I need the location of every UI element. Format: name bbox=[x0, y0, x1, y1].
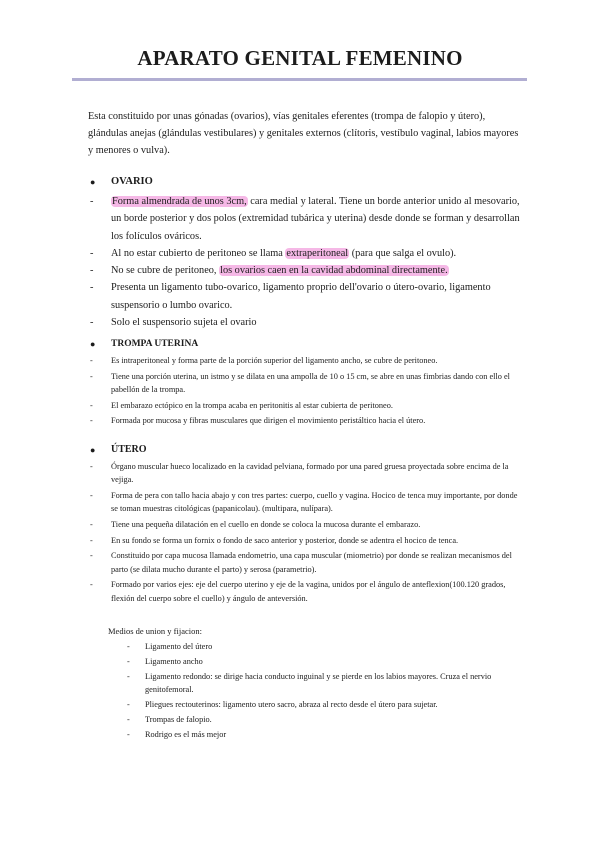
bullet-icon: ● bbox=[90, 176, 96, 187]
bullet-icon: ● bbox=[90, 444, 96, 455]
list-item bbox=[127, 641, 527, 654]
utero-list bbox=[90, 460, 520, 607]
dash-marker: - bbox=[90, 247, 94, 259]
list-item-text: Solo el suspensorio sujeta el ovario bbox=[111, 317, 257, 329]
list-item-text: Pliegues rectouterinos: ligamento utero sacro, abraza al recto desde el útero para sujetar. bbox=[145, 700, 438, 710]
list-item-text: cara medial y lateral. Tiene un borde anterior unido al mesovario, un borde posterior y dos polos (extremidad tubárica y uterina) desde donde se forman y desarrollan los folículos ováricos. bbox=[111, 196, 520, 242]
dash-marker: - bbox=[90, 490, 93, 500]
dash-marker: - bbox=[90, 196, 94, 207]
dash-marker: - bbox=[90, 356, 93, 365]
list-item bbox=[90, 245, 520, 262]
list-item bbox=[127, 656, 527, 669]
list-item bbox=[127, 729, 527, 742]
dash-marker: - bbox=[90, 371, 93, 381]
section-ovario-heading bbox=[90, 176, 153, 187]
highlighted-text: los ovarios caen en la cavidad abdominal directamente. bbox=[220, 265, 448, 277]
section-ovario-title: OVARIO bbox=[111, 176, 153, 187]
list-item-text: Formada por mucosa y fibras musculares que dirigen el movimiento peristáltico hacia el útero. bbox=[111, 416, 426, 426]
dash-marker: - bbox=[127, 657, 130, 667]
list-item bbox=[90, 354, 520, 367]
list-item-text: Tiene una pequeña dilatación en el cuello en donde se coloca la mucosa durante el embarazo. bbox=[111, 519, 421, 529]
medios-list bbox=[127, 641, 527, 744]
dash-marker: - bbox=[127, 642, 130, 651]
list-item bbox=[127, 699, 527, 712]
list-item bbox=[127, 714, 527, 727]
dash-marker: - bbox=[90, 416, 93, 426]
list-item-text: El embarazo ectópico en la trompa acaba en peritonitis al estar cubierta de peritoneo. bbox=[111, 400, 393, 410]
section-trompa-heading bbox=[90, 339, 198, 349]
dash-marker: - bbox=[90, 400, 93, 410]
list-item bbox=[90, 370, 520, 397]
list-item-text: Constituido por capa mucosa llamada endometrio, una capa muscular (miometrio) por donde se realizan mecanismos del parto (se dilata mucho durante el parto) y serosa (parametrio). bbox=[111, 551, 512, 574]
dash-marker: - bbox=[90, 519, 93, 529]
section-utero-heading bbox=[90, 444, 147, 455]
list-item-text: Tiene una porción uterina, un istmo y se dilata en una ampolla de 10 o 15 cm, se abre en unas fimbrias dando con ello el pabellón de la trompa. bbox=[111, 371, 510, 394]
list-item-text: Ligamento ancho bbox=[145, 657, 203, 667]
section-utero-title: ÚTERO bbox=[111, 444, 147, 455]
dash-marker: - bbox=[90, 580, 93, 590]
dash-marker: - bbox=[127, 730, 130, 740]
list-item bbox=[90, 399, 520, 412]
list-item-text: (para que salga el ovulo). bbox=[349, 247, 457, 259]
bullet-icon: ● bbox=[90, 339, 96, 349]
list-item-text: Es intraperitoneal y forma parte de la porción superior del ligamento ancho, se cubre de peritoneo. bbox=[111, 356, 438, 365]
list-item bbox=[90, 314, 520, 331]
list-item bbox=[90, 460, 520, 487]
list-item-text: En su fondo se forma un fornix o fondo de saco anterior y posterior, donde se adentra el hocico de tenca. bbox=[111, 535, 459, 545]
list-item-text: Formado por varios ejes: eje del cuerpo uterino y eje de la vagina, unidos por el ángulo de anteflexion(100.120 grados, flexión del cuerpo sobre el cuello) y ángulo de anteversión. bbox=[111, 580, 506, 603]
dash-marker: - bbox=[90, 317, 94, 329]
list-item-text: Presenta un ligamento tubo-ovarico, ligamento proprio dell'ovario o útero-ovario, ligamento suspensorio o lumbo ovarico. bbox=[111, 282, 491, 311]
list-item-text: Forma de pera con tallo hacia abajo y con tres partes: cuerpo, cuello y vagina. Hocico de tenca muy importante, por donde se toman muestras citológicas (papanicolau). (multipara, nulípara). bbox=[111, 490, 518, 514]
list-item bbox=[90, 549, 520, 576]
list-item-text: Ligamento redondo: se dirige hacia conducto inguinal y se pierde en los labios mayores. Cruza el nervio genitofemoral. bbox=[145, 672, 492, 694]
dash-marker: - bbox=[127, 715, 130, 725]
title-underline bbox=[72, 78, 527, 81]
section-trompa-title: TROMPA UTERINA bbox=[111, 339, 199, 349]
list-item-text: Trompas de falopio. bbox=[145, 715, 212, 725]
list-item-text: Rodrigo es el más mejor bbox=[145, 730, 227, 740]
page-title: APARATO GENITAL FEMENINO bbox=[137, 46, 463, 70]
list-item-text: Al no estar cubierto de peritoneo se llama bbox=[111, 247, 286, 259]
dash-marker: - bbox=[90, 265, 94, 277]
dash-marker: - bbox=[90, 282, 94, 294]
trompa-list bbox=[90, 354, 520, 430]
list-item-text: Ligamento del útero bbox=[145, 642, 213, 651]
dash-marker: - bbox=[127, 700, 130, 710]
list-item-text: Órgano muscular hueco localizado en la cavidad pelviana, formado por una pared gruesa proyectada sobre encima de la vejiga. bbox=[111, 462, 509, 485]
list-item bbox=[90, 414, 520, 427]
dash-marker: - bbox=[90, 462, 93, 471]
intro-paragraph: Esta constituido por unas gónadas (ovarios), vías genitales eferentes (trompa de falopio y útero), glándulas anejas (glándulas vestibulares) y genitales externos (clítoris, vestíbulo vaginal, labios mayores y menores o vulva). bbox=[88, 111, 519, 156]
list-item-text: No se cubre de peritoneo, bbox=[111, 265, 220, 277]
highlighted-text: Forma almendrada de unos 3cm, bbox=[112, 196, 247, 207]
list-item bbox=[90, 534, 520, 547]
list-item bbox=[90, 518, 520, 531]
list-item bbox=[90, 262, 520, 279]
list-item bbox=[90, 578, 520, 605]
list-item bbox=[90, 279, 520, 314]
dash-marker: - bbox=[127, 672, 130, 682]
dash-marker: - bbox=[90, 551, 93, 561]
list-item bbox=[90, 489, 520, 516]
list-item bbox=[90, 193, 520, 245]
ovario-list bbox=[90, 193, 520, 331]
dash-marker: - bbox=[90, 535, 93, 545]
list-item bbox=[127, 671, 527, 697]
highlighted-text: extraperitoneal bbox=[286, 247, 349, 259]
medios-heading: Medios de union y fijacion: bbox=[108, 626, 202, 636]
